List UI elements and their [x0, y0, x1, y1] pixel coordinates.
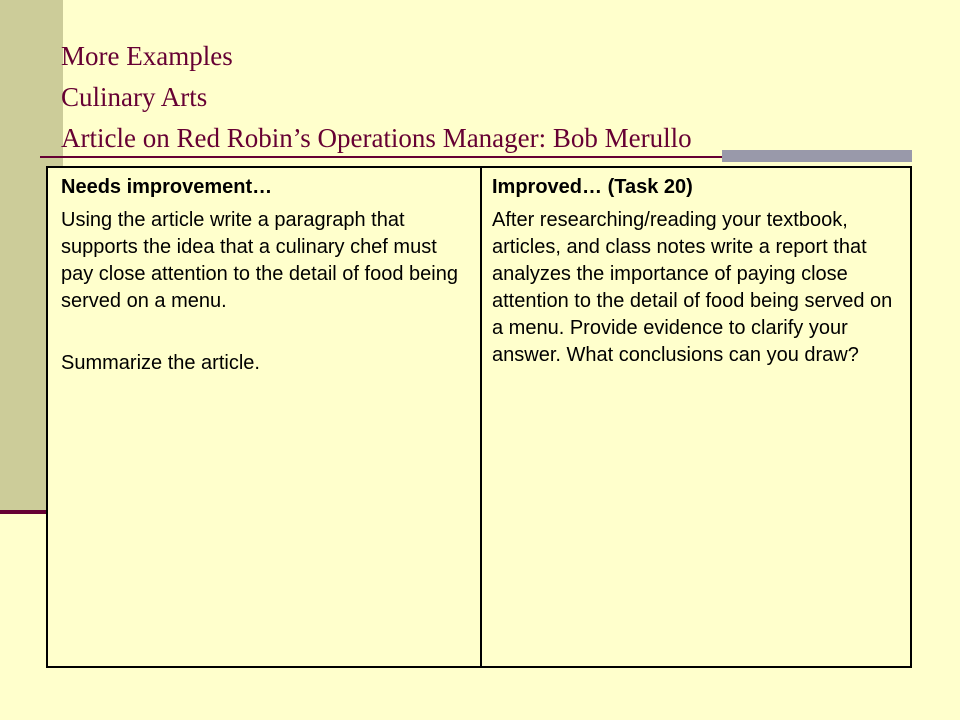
title-line-1: More Examples	[61, 41, 233, 71]
improved-text: After researching/reading your textbook, articles, and class notes write a report that analyzes the importance of paying close attention to the detail of food being served on a menu. Provide evidence to clarify your answer. What conclusions can you draw?	[492, 209, 893, 366]
title-line-2: Culinary Arts	[61, 82, 208, 112]
improved-column	[482, 168, 910, 666]
title-line-3: Article on Red Robin’s Operations Manager: Bob Merullo	[61, 123, 692, 153]
needs-improvement-text: Using the article write a paragraph that supports the idea that a culinary chef must pay close attention to the detail of food being served on a menu.	[61, 209, 458, 312]
comparison-table	[46, 166, 912, 668]
slide-title	[61, 36, 931, 159]
needs-improvement-heading: Needs improvement…	[61, 176, 273, 198]
summarize-text: Summarize the article.	[61, 352, 260, 374]
needs-improvement-column	[48, 168, 482, 666]
right-accent-bar	[722, 150, 912, 162]
improved-heading: Improved… (Task 20)	[492, 176, 693, 198]
